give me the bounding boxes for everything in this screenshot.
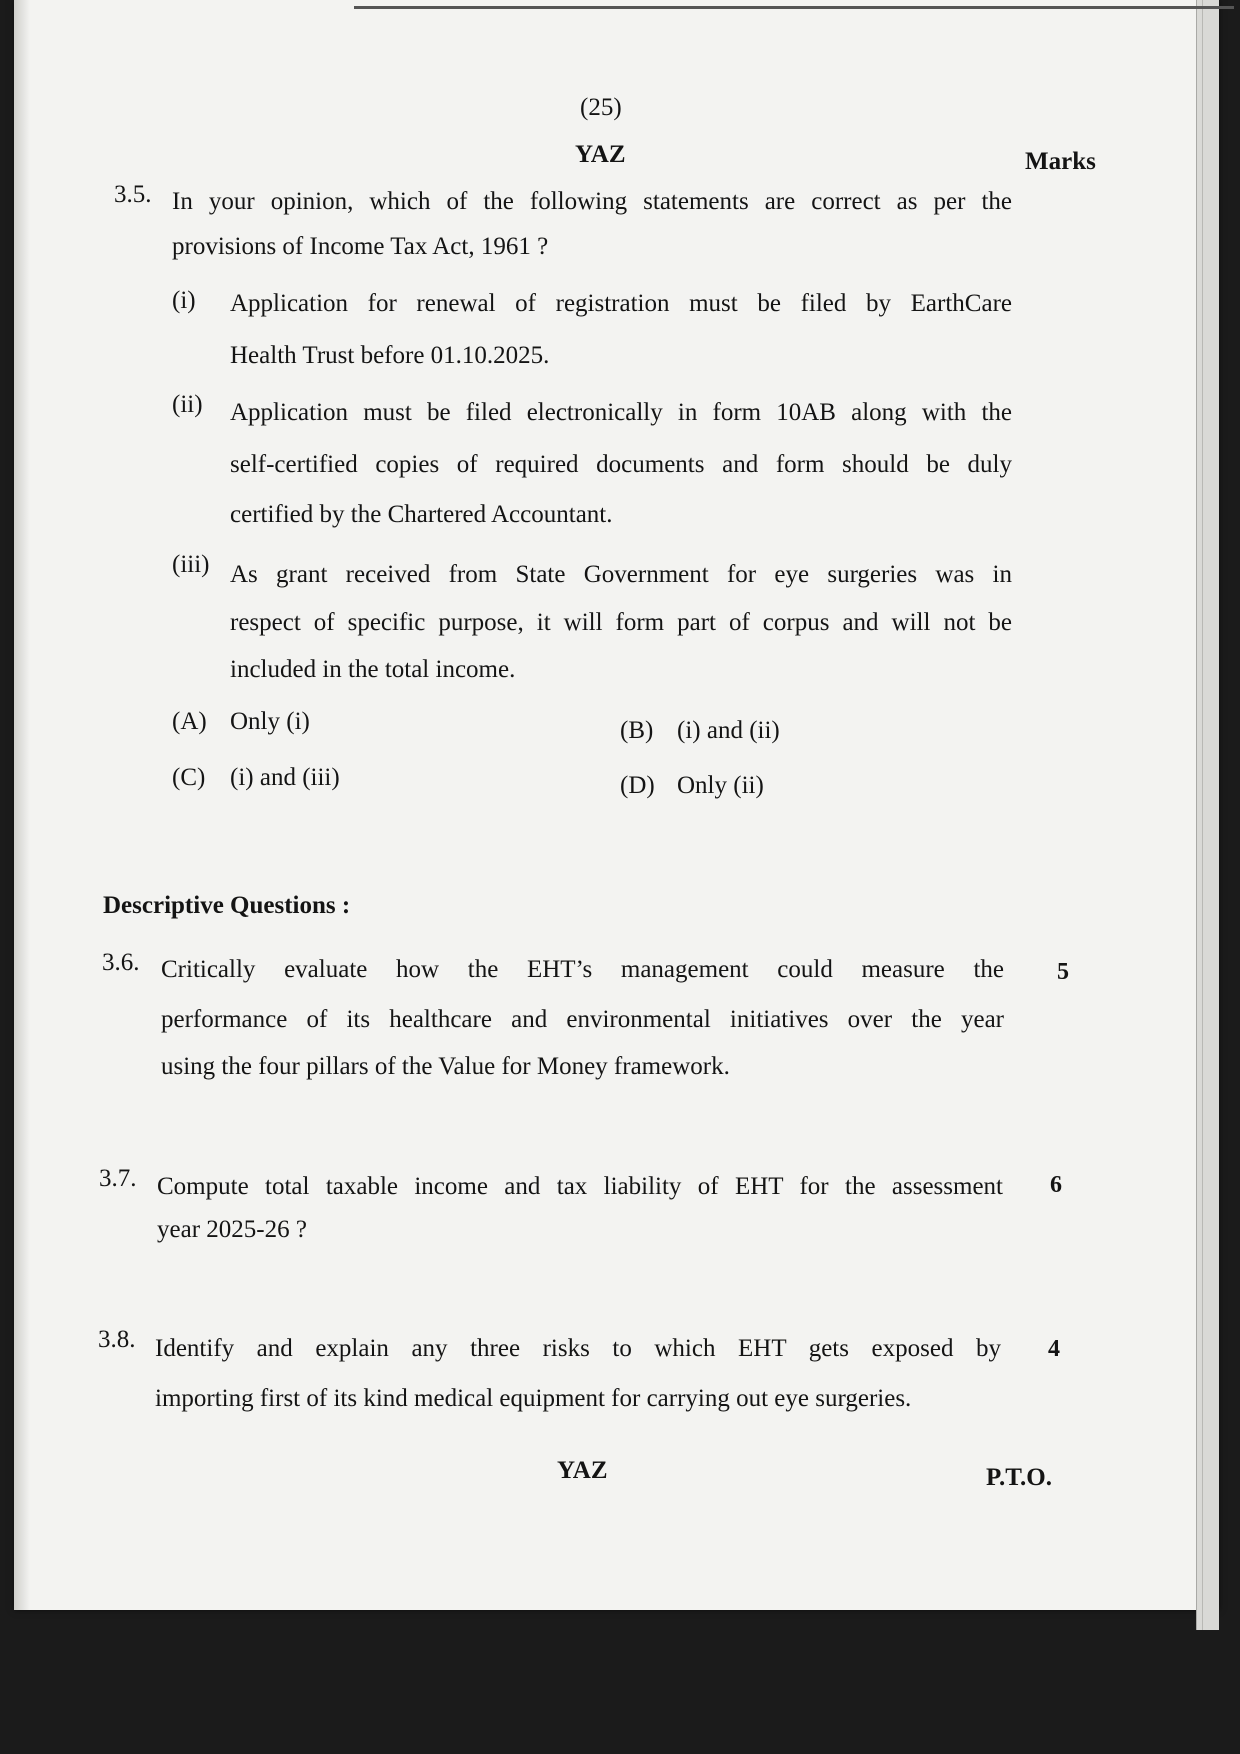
statement-line-2: Health Trust before 01.10.2025. [230, 342, 550, 369]
question-stem-line-2: provisions of Income Tax Act, 1961 ? [172, 233, 549, 260]
option-label: (D) [620, 772, 655, 799]
question-number: 3.8. [98, 1326, 136, 1353]
question-line-2: performance of its healthcare and environmental initiatives over the year [161, 1006, 1004, 1033]
statement-line-1: Application must be filed electronically in form 10AB along with the [230, 399, 1012, 426]
paper-code-header: YAZ [575, 141, 626, 168]
page-binding-shadow [14, 0, 30, 1610]
question-number: 3.5. [114, 181, 152, 208]
question-number: 3.6. [102, 949, 140, 976]
option-text: Only (ii) [677, 772, 764, 799]
top-border-line [354, 6, 1234, 9]
question-number: 3.7. [99, 1165, 137, 1192]
statement-line-3: certified by the Chartered Accountant. [230, 501, 613, 528]
option-label: (A) [172, 708, 207, 735]
page-stack-edge-line [1202, 0, 1213, 1630]
option-label: (B) [620, 717, 654, 744]
statement-label: (iii) [172, 551, 210, 578]
section-heading: Descriptive Questions : [103, 892, 351, 919]
question-line-2: importing first of its kind medical equipment for carrying out eye surgeries. [155, 1385, 912, 1412]
statement-line-3: included in the total income. [230, 656, 516, 683]
statement-line-2: respect of specific purpose, it will form part of corpus and will not be [230, 609, 1012, 636]
exam-page [14, 0, 1219, 1610]
question-line-1: Identify and explain any three risks to which EHT gets exposed by [155, 1335, 1001, 1362]
statement-line-2: self-certified copies of required documents and form should be duly [230, 451, 1012, 478]
statement-line-1: Application for renewal of registration must be filed by EarthCare [230, 290, 1012, 317]
question-line-1: Compute total taxable income and tax liability of EHT for the assessment [157, 1173, 1003, 1200]
option-label: (C) [172, 764, 206, 791]
statement-label: (i) [172, 287, 196, 314]
question-line-1: Critically evaluate how the EHT’s management could measure the [161, 956, 1004, 983]
statement-line-1: As grant received from State Government for eye surgeries was in [230, 561, 1012, 588]
page-number: (25) [580, 94, 622, 121]
option-text: Only (i) [230, 708, 310, 735]
question-marks: 5 [1057, 959, 1069, 985]
question-line-3: using the four pillars of the Value for Money framework. [161, 1053, 730, 1080]
question-marks: 6 [1050, 1172, 1062, 1198]
option-text: (i) and (ii) [677, 717, 780, 744]
option-text: (i) and (iii) [230, 764, 340, 791]
question-stem-line-1: In your opinion, which of the following statements are correct as per the [172, 188, 1012, 215]
question-marks: 4 [1048, 1336, 1060, 1362]
statement-label: (ii) [172, 391, 203, 418]
paper-code-footer: YAZ [557, 1457, 608, 1484]
pto-label: P.T.O. [986, 1464, 1052, 1491]
marks-column-label: Marks [1025, 148, 1096, 175]
question-line-2: year 2025-26 ? [157, 1216, 307, 1243]
